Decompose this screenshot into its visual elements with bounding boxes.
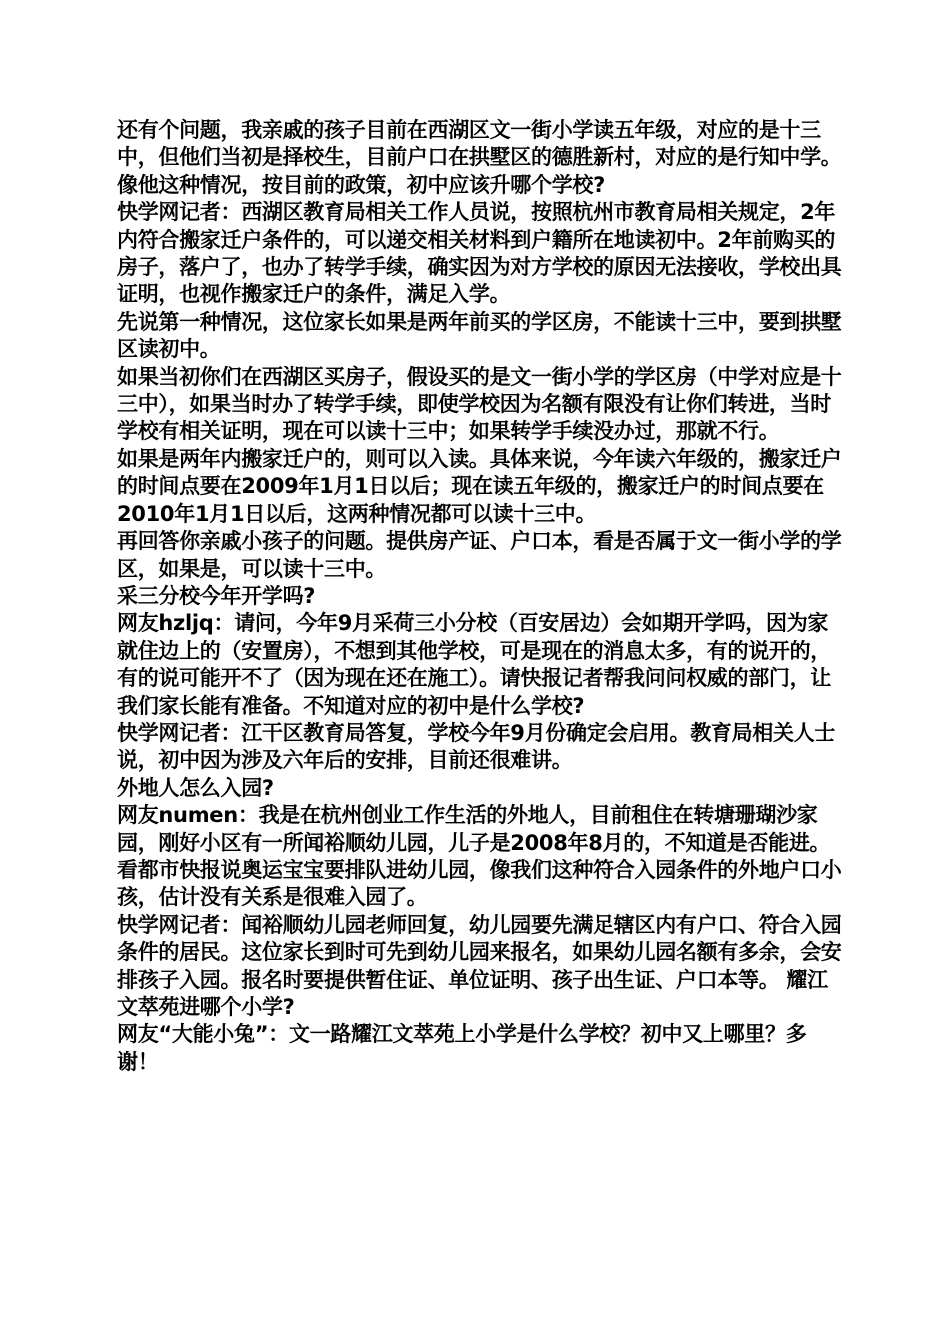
paragraph-first-case: 先说第一种情况，这位家长如果是两年前买的学区房，不能读十三中，要到拱墅区读初中。 <box>117 309 842 362</box>
section-heading-caisan: 采三分校今年开学吗? <box>117 583 316 608</box>
paragraph-netizen-hzljq: 网友hzljq：请问，今年9月采荷三小分校（百安居边）会如期开学吗，因为家就住边上的（安置房），不想到其他学校，可是现在的消息太多，有的说开的，有的说可能开不了（因为现在还在施工）。请快报记者帮我问问权威的部门，让我们家长能有准备。不知道对应的初中是什么学校? <box>117 611 831 718</box>
document-body <box>117 117 842 1076</box>
paragraph-reporter-answer-xihu: 快学网记者：西湖区教育局相关工作人员说，按照杭州市教育局相关规定，2年内符合搬家迁户条件的，可以递交相关材料到户籍所在地读初中。2年前购买的房子，落户了，也办了转学手续，确实因为对方学校的原因无法接收，学校出具证明，也视作搬家迁户的条件，满足入学。 <box>117 200 842 307</box>
paragraph-relative-question: 还有个问题，我亲戚的孩子目前在西湖区文一街小学读五年级，对应的是十三中，但他们当初是择校生，目前户口在拱墅区的德胜新村，对应的是行知中学。像他这种情况，按目前的政策，初中应该升哪个学校? <box>117 118 842 197</box>
paragraph-reporter-answer-jianggan: 快学网记者：江干区教育局答复，学校今年9月份确定会启用。教育局相关人士说，初中因为涉及六年后的安排，目前还很难讲。 <box>117 720 836 773</box>
paragraph-netizen-rabbit: 网友“大能小兔”：文一路耀江文萃苑上小学是什么学校？初中又上哪里？多谢！ <box>117 1022 807 1074</box>
paragraph-netizen-numen: 网友numen：我是在杭州创业工作生活的外地人，目前租住在转塘珊瑚沙家园，刚好小区有一所闻裕顺幼儿园，儿子是2008年8月的，不知道是否能进。看都市快报说奥运宝宝要排队进幼儿园，像我们这种符合入园条件的外地户口小孩，估计没有关系是很难入园了。 <box>117 803 842 910</box>
paragraph-xihu-house-case: 如果当初你们在西湖区买房子，假设买的是文一街小学的学区房（中学对应是十三中），如果当时办了转学手续，即使学校因为名额有限没有让你们转进，当时学校有相关证明，现在可以读十三中；如果转学手续没办过，那就不行。 <box>117 364 842 444</box>
paragraph-answer-relative: 再回答你亲戚小孩子的问题。提供房产证、户口本，看是否属于文一街小学的学区，如果是，可以读十三中。 <box>117 529 842 581</box>
paragraph-two-year-case: 如果是两年内搬家迁户的，则可以入读。具体来说，今年读六年级的，搬家迁户的时间点要在2009年1月1日以后；现在读五年级的，搬家迁户的时间点要在2010年1月1日以后，这两种情况都可以读十三中。 <box>117 446 842 526</box>
paragraph-reporter-answer-kindergarten: 快学网记者：闻裕顺幼儿园老师回复，幼儿园要先满足辖区内有户口、符合入园条件的居民。这位家长到时可先到幼儿园来报名，如果幼儿园名额有多余，会安排孩子入园。报名时要提供暂住证、单位证明、孩子出生证、户口本等。 耀江文萃苑进哪个小学? <box>117 912 842 1019</box>
section-heading-kindergarten: 外地人怎么入园? <box>117 775 274 800</box>
